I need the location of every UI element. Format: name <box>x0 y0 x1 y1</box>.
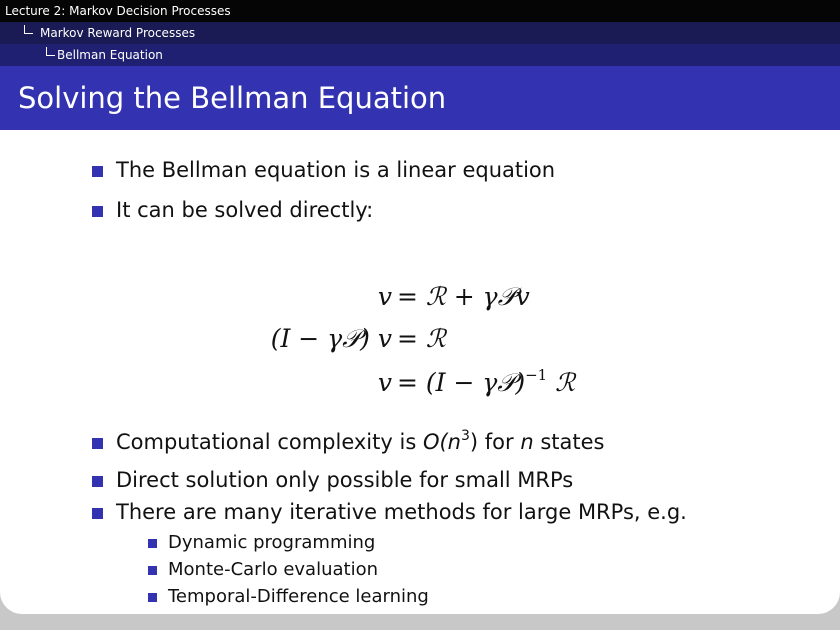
bullet-text-suffix: states <box>533 430 605 454</box>
breadcrumb-lecture <box>0 0 840 22</box>
equation-lhs: (I − γ𝒫) v <box>270 324 392 353</box>
tree-connector-icon <box>24 25 33 34</box>
exponent: 3 <box>460 428 470 444</box>
equation-rhs: = ℛ <box>397 324 446 353</box>
n-variable: n <box>520 430 534 454</box>
bullet-text: The Bellman equation is a linear equation <box>116 158 556 182</box>
bullet-square-icon <box>92 166 103 177</box>
bullet-item <box>116 158 555 182</box>
equation-line <box>0 282 840 322</box>
breadcrumb-subsection <box>0 44 840 66</box>
tree-connector-icon <box>46 47 55 56</box>
bullet-text: There are many iterative methods for large MRPs, e.g. <box>116 500 687 524</box>
sub-bullet-item <box>168 532 375 553</box>
equation-line <box>0 368 840 412</box>
slide-title-bar <box>0 66 840 130</box>
equation-rhs: = (I − γ𝒫)$^{-1}$ ℛ <box>397 366 576 397</box>
breadcrumb-subsection-text: Bellman Equation <box>57 48 163 62</box>
equation-lhs: v <box>377 282 392 311</box>
bullet-square-icon <box>148 539 157 548</box>
equation-lhs: v <box>377 368 392 397</box>
equation-exponent: −1 <box>525 366 548 384</box>
sub-bullet-text: Dynamic programming <box>168 532 376 553</box>
sub-bullet-text: Monte-Carlo evaluation <box>168 559 378 580</box>
bullet-square-icon <box>92 508 103 519</box>
bullet-item <box>116 198 373 222</box>
slide-title: Solving the Bellman Equation <box>18 81 447 115</box>
bullet-item <box>116 500 687 524</box>
breadcrumb-lecture-text: Lecture 2: Markov Decision Processes <box>5 4 231 18</box>
slide-body <box>0 130 840 614</box>
sub-bullet-item <box>168 586 429 607</box>
bullet-square-icon <box>92 438 103 449</box>
bullet-square-icon <box>148 593 157 602</box>
big-o-close: ) <box>469 430 479 454</box>
breadcrumb-section <box>0 22 840 44</box>
bullet-square-icon <box>92 206 103 217</box>
bullet-square-icon <box>148 566 157 575</box>
sub-bullet-item <box>168 559 378 580</box>
breadcrumb-section-text: Markov Reward Processes <box>40 26 196 40</box>
bullet-text-middle: for <box>478 430 521 454</box>
bullet-item <box>116 468 573 492</box>
bullet-text: Direct solution only possible for small MRPs <box>116 468 574 492</box>
big-o-text: O(n <box>422 430 461 454</box>
bullet-text-prefix: Computational complexity is <box>116 430 423 454</box>
sub-bullet-text: Temporal-Difference learning <box>168 586 429 607</box>
bullet-text: It can be solved directly: <box>116 198 374 222</box>
bullet-square-icon <box>92 476 103 487</box>
equation-rhs: = ℛ + γ𝒫v <box>397 282 530 311</box>
equation-line <box>0 324 840 364</box>
bullet-item <box>116 430 604 454</box>
